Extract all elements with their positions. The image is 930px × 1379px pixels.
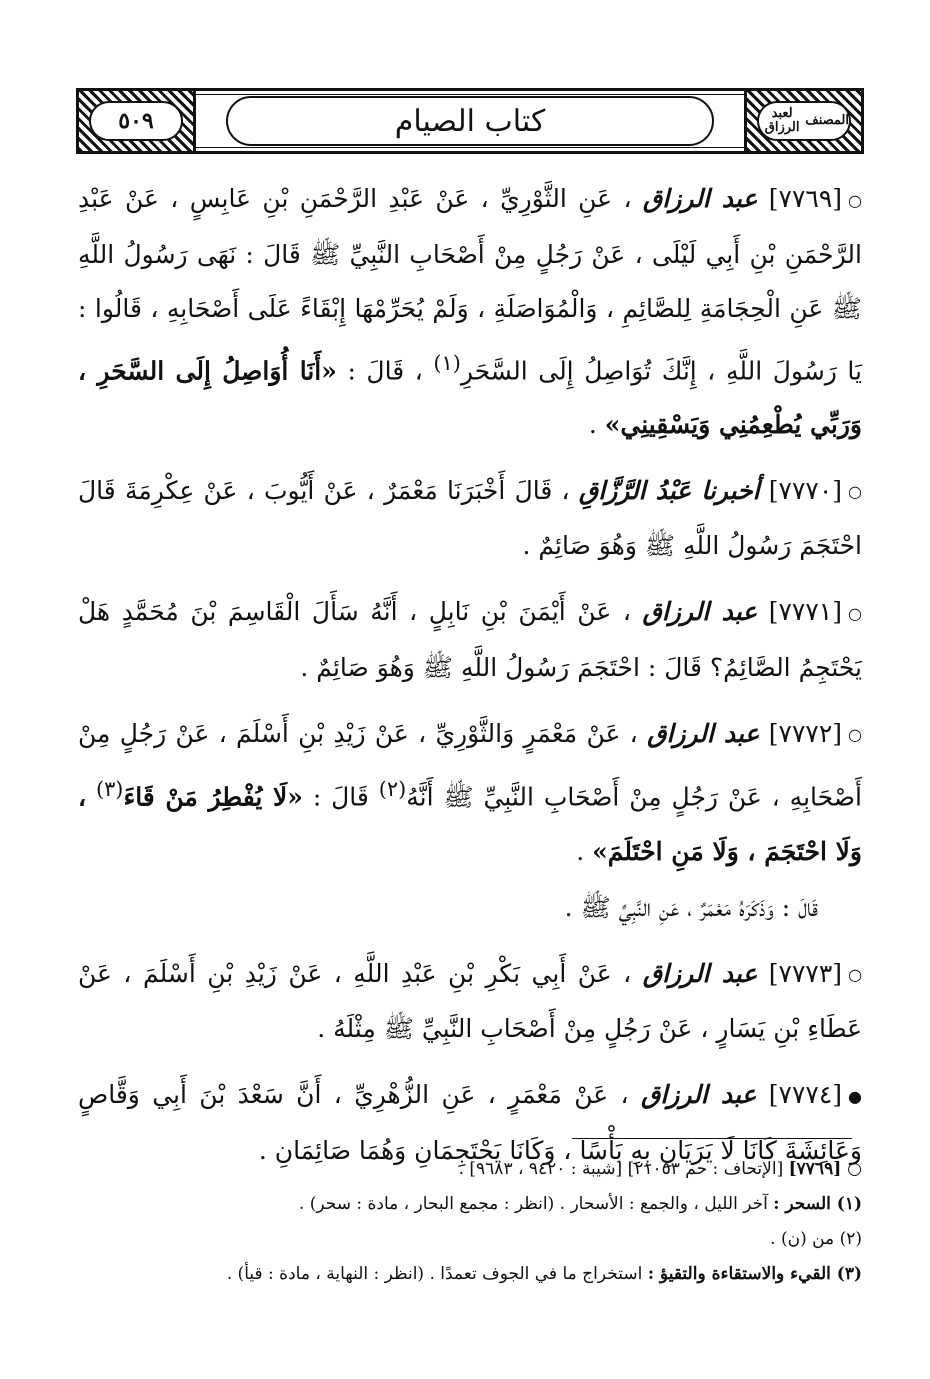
hadith-end: . bbox=[588, 409, 597, 439]
book-title: كتاب الصيام bbox=[226, 96, 714, 146]
footnote-lead: (٣) القيء والاستقاءة والتقيؤ : bbox=[647, 1264, 862, 1284]
footnote-text: آخر الليل ، والجمع : الأسحار . (انظر : مجمع البحار ، مادة : سحر) . bbox=[298, 1194, 768, 1214]
narrator-name: عبد الرزاق bbox=[642, 597, 758, 627]
hadith-marker: ○ bbox=[848, 190, 863, 210]
prophet-quote: «لَا يُفْطِرُ مَنْ قَاءَ bbox=[123, 782, 303, 812]
footnote-item bbox=[78, 1257, 862, 1292]
hadith-text: ، عَنِ الثَّوْرِيِّ ، عَنْ عَبْدِ الرَّحْمَنِ بْنِ عَابِسٍ ، عَنْ عَبْدِ الرَّحْمَنِ بْنِ أَبِي لَيْلَى ، عَنْ رَجُلٍ مِنْ أَصْحَابِ النَّبِيِّ ﷺ قَالَ : نَهَى رَسُولُ اللَّهِ ﷺ عَنِ الْحِجَامَةِ لِلصَّائِمِ ، وَالْمُوَاصَلَةِ ، وَلَمْ يُحَرِّمْهَا إِبْقَاءً عَلَى أَصْحَابِهِ ، قَالُوا : يَا رَسُولَ اللَّهِ ، إِنَّكَ تُوَاصِلُ إِلَى السَّحَرِ bbox=[78, 184, 862, 385]
hadith-7770 bbox=[78, 464, 862, 574]
prophet-quote: «أَنَا أُوَاصِلُ إِلَى السَّحَرِ ، وَرَبِّي يُطْعِمُنِي وَيَسْقِينِي» bbox=[78, 355, 862, 439]
hadith-7771 bbox=[78, 585, 862, 695]
hadith-number: [٧٧٦٩] bbox=[768, 184, 843, 213]
narrator-name: أخبرنا عَبْدُ الرَّزَّاقِ bbox=[578, 475, 760, 505]
footnote-ref[interactable]: (٣) bbox=[95, 777, 124, 802]
hadith-text: ، عَنْ أَيْمَنَ بْنِ نَابِلٍ ، أَنَّهُ سَأَلَ الْقَاسِمَ بْنَ مُحَمَّدٍ هَلْ يَحْتَجِمُ الصَّائِمُ؟ قَالَ : احْتَجَمَ رَسُولُ اللَّهِ ﷺ وَهُوَ صَائِمٌ . bbox=[78, 597, 862, 682]
hadith-number: [٧٧٧٠] bbox=[768, 475, 843, 505]
hadith-7769 bbox=[78, 172, 862, 452]
footnote-lead: ○ [٧٧٦٩] bbox=[788, 1159, 862, 1179]
hadith-marker: ● bbox=[848, 1086, 863, 1106]
series-title-ornament bbox=[744, 88, 864, 154]
prophet-quote: ، وَلَا احْتَجَمَ ، وَلَا مَنِ احْتَلَمَ» bbox=[78, 782, 862, 866]
hadith-number: [٧٧٧٢] bbox=[768, 718, 843, 748]
hadith-marker: ○ bbox=[848, 725, 863, 745]
main-text bbox=[78, 172, 862, 1190]
footnote-text: استخراج ما في الجوف تعمدًا . (انظر : النهاية ، مادة : قيأ) . bbox=[226, 1264, 643, 1284]
hadith-end: . bbox=[576, 836, 585, 866]
hadith-number: [٧٧٧٤] bbox=[768, 1080, 843, 1110]
footnote-item bbox=[78, 1187, 862, 1222]
hadith-marker: ○ bbox=[848, 603, 862, 623]
hadith-text: ، عَنْ مَعْمَرٍ ، عَنِ الزُّهْرِيِّ ، أَنَّ سَعْدَ بْنَ أَبِي وَقَّاصٍ وَعَائِشَةَ كَانَا لَا يَرَيَانِ بِهِ بَأْسًا ، وَكَانَا يَحْتَجِمَانِ وَهُمَا صَائِمَانِ . bbox=[78, 1080, 862, 1165]
footnote-divider bbox=[572, 1138, 852, 1139]
footnote-ref[interactable]: (١) bbox=[433, 350, 461, 375]
qala-note: قَالَ : وَذَكَرَهُ مَعْمَرٌ ، عَنِ النَّبِيِّ ﷺ . bbox=[564, 892, 818, 922]
footnote-text: من (ن) . bbox=[770, 1229, 835, 1249]
page-number-ornament bbox=[76, 88, 196, 154]
hadith-7773 bbox=[78, 947, 862, 1057]
footnote-item bbox=[78, 1152, 862, 1187]
footnote-item bbox=[78, 1222, 862, 1257]
hadith-text: ، قَالَ أَخْبَرَنَا مَعْمَرٌ ، عَنْ أَيُّوبَ ، عَنْ عِكْرِمَةَ قَالَ احْتَجَمَ رَسُولُ اللَّهِ ﷺ وَهُوَ صَائِمٌ . bbox=[78, 475, 862, 561]
narrator-name: عبد الرزاق bbox=[640, 1080, 757, 1110]
page-number: ٥٠٩ bbox=[89, 101, 183, 141]
footnotes bbox=[78, 1152, 862, 1292]
hadith-text: ، عَنْ مَعْمَرٍ وَالثَّوْرِيِّ ، عَنْ زَيْدِ بْنِ أَسْلَمَ ، عَنْ رَجُلٍ مِنْ أَصْحَابِهِ ، عَنْ رَجُلٍ مِنْ أَصْحَابِ النَّبِيِّ ﷺ أَنَّهُ bbox=[78, 718, 862, 812]
narrator-name: عبد الرزاق bbox=[642, 184, 758, 213]
series-title: المصنف لعبد الرزاق bbox=[757, 101, 851, 141]
hadith-number: [٧٧٧٣] bbox=[768, 958, 843, 988]
hadith-number: [٧٧٧١] bbox=[768, 597, 842, 627]
hadith-text: ، عَنْ أَبِي بَكْرِ بْنِ عَبْدِ اللَّهِ ، عَنْ زَيْدِ بْنِ أَسْلَمَ ، عَنْ عَطَاءِ بْنِ يَسَارٍ ، عَنْ رَجُلٍ مِنْ أَصْحَابِ النَّبِيِّ ﷺ مِثْلَهُ . bbox=[78, 958, 862, 1044]
hadith-text: قَالَ : bbox=[312, 782, 369, 812]
footnote-text: [الإتحاف : حم ٢١٠٥٣] [شيبة : ٩٤٢٠ ، ٩٦٨٣] . bbox=[458, 1159, 784, 1179]
hadith-text: ، قَالَ : bbox=[347, 355, 423, 385]
hadith-7772 bbox=[78, 707, 862, 879]
narrator-name: عبد الرزاق bbox=[647, 718, 760, 748]
footnote-ref[interactable]: (٢) bbox=[378, 777, 407, 802]
hadith-marker: ○ bbox=[848, 482, 863, 502]
narrator-name: عبد الرزاق bbox=[642, 958, 758, 988]
footnote-lead: (١) السحر : bbox=[773, 1194, 862, 1214]
hadith-marker: ○ bbox=[848, 965, 863, 985]
page-header bbox=[76, 88, 864, 154]
footnote-lead: (٢) bbox=[839, 1229, 862, 1249]
